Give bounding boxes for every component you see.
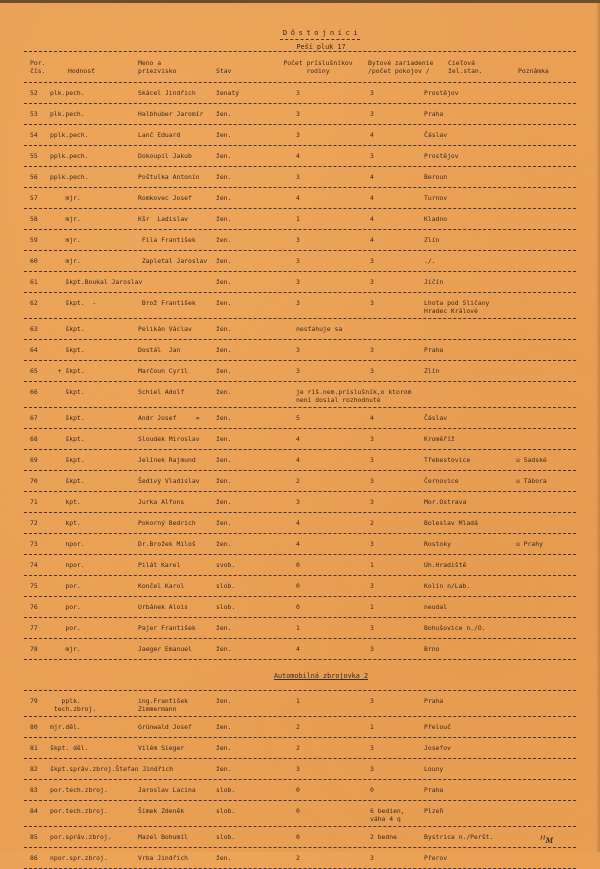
destination-station: Kolín n/Lab. (424, 582, 471, 590)
furniture-rooms: 3 (370, 540, 374, 548)
row-number: 86 (30, 854, 38, 862)
rank: por. (50, 603, 81, 611)
destination-station: Kladno (424, 215, 448, 223)
furniture-rooms: 3 (370, 498, 374, 506)
table-row (24, 124, 576, 145)
marital-status: žen. (216, 854, 232, 862)
table-row (24, 166, 576, 187)
row-number: 70 (30, 477, 38, 485)
row-number: 84 (30, 807, 38, 815)
note: u Prahy (516, 540, 543, 548)
family-count: 2 (296, 723, 300, 731)
destination-station: Louny (424, 765, 444, 773)
destination-station: Beroun (424, 173, 448, 181)
table-row (24, 271, 576, 292)
marital-status: žen. (216, 414, 232, 422)
full-name: Urbánek Alois (138, 603, 189, 611)
family-count: 2 (296, 477, 300, 485)
row-number: 73 (30, 540, 38, 548)
destination-station: Praha (424, 697, 444, 705)
row-number: 68 (30, 435, 38, 443)
table-row (24, 638, 576, 659)
marital-status: žen. (216, 498, 232, 506)
full-name: Romkovec Josef (138, 194, 192, 202)
table-row (24, 428, 576, 449)
furniture-rooms: 3 (370, 110, 374, 118)
family-count: 0 (296, 833, 300, 841)
furniture-rooms: 3 (370, 765, 374, 773)
destination-station: Přerov (424, 854, 448, 862)
rank: mjr. (50, 257, 81, 265)
marital-status: žen. (216, 456, 232, 464)
table-row (24, 690, 576, 716)
full-name: Pilát Karel (138, 561, 181, 569)
row-number: 58 (30, 215, 38, 223)
table-row (24, 596, 576, 617)
rank: kpt. (50, 498, 81, 506)
family-count: 5 (296, 414, 300, 422)
row-number: 55 (30, 152, 38, 160)
remark: je ríš.nem.príslušník,o ktorom není dosial rozhodnuté (296, 388, 412, 404)
rank: pplk.pech. (50, 131, 89, 139)
full-name: Lanč Eduard (138, 131, 181, 139)
row-number: 56 (30, 173, 38, 181)
furniture-rooms: 1 (370, 603, 374, 611)
furniture-rooms: 3 (370, 152, 374, 160)
rank: škpt. (50, 456, 85, 464)
table-end-rule-pluk (24, 659, 576, 660)
marital-status: žen. (216, 173, 232, 181)
rank: npor.spr.zbroj. (50, 854, 108, 862)
header-rank: Hodnosť (68, 67, 95, 75)
full-name: Pokorný Bedrich (138, 519, 196, 527)
row-number: 69 (30, 456, 38, 464)
marital-status: žen. (216, 697, 232, 705)
family-count: 3 (296, 257, 300, 265)
full-name: Jaeger Emanuel (138, 645, 192, 653)
marital-status: slob. (216, 807, 236, 815)
table-body-auto (24, 690, 576, 868)
full-name: Sloudek Miroslav (138, 435, 200, 443)
marital-status: žen. (216, 645, 232, 653)
note: u Sadské (516, 456, 547, 464)
full-name: Šimek Zdeněk (138, 807, 185, 815)
table-row (24, 470, 576, 491)
document-title: Dôstojníci (282, 28, 362, 37)
family-count: 3 (296, 367, 300, 375)
rank: plk.pech. (50, 110, 85, 118)
row-number: 79 (30, 697, 38, 705)
full-name: ing.František Zimmermann (138, 697, 189, 713)
destination-station: Praha (424, 346, 444, 354)
row-number: 81 (30, 744, 38, 752)
title-underline (280, 39, 360, 40)
scan-right-edge (596, 0, 600, 852)
row-number: 75 (30, 582, 38, 590)
family-count: 3 (296, 110, 300, 118)
full-name: Fila František (138, 236, 196, 244)
rank: npor. (50, 561, 85, 569)
furniture-rooms: 3 (370, 278, 374, 286)
furniture-rooms: 3 (370, 299, 374, 307)
family-count: 1 (296, 697, 300, 705)
marital-status: žen. (216, 765, 232, 773)
table-row (24, 716, 576, 737)
table-row (24, 554, 576, 575)
rank: pplk.pech. (50, 152, 89, 160)
marital-status: žen. (216, 236, 232, 244)
destination-station: Rostoky (424, 540, 451, 548)
marital-status: žen. (216, 131, 232, 139)
family-count: 2 (296, 744, 300, 752)
marital-status: žen. (216, 367, 232, 375)
section-title-pluk: Peší pluk 17 (296, 43, 346, 51)
full-name: Poštulka Antonín (138, 173, 200, 181)
full-name: Mazel Bohumil (138, 833, 189, 841)
rank: mjr. (50, 194, 81, 202)
family-count: 0 (296, 582, 300, 590)
family-count: 3 (296, 299, 300, 307)
table-row (24, 575, 576, 596)
remark: nesťahuje sa (296, 325, 343, 333)
scan-top-edge (0, 0, 600, 3)
family-count: 4 (296, 645, 300, 653)
header-flat: Bytové zariadenie /počet pokojov / (368, 59, 434, 75)
table-row (24, 533, 576, 554)
marital-status: žen. (216, 624, 232, 632)
destination-station: Čáslav (424, 131, 448, 139)
furniture-rooms: 3 (370, 346, 374, 354)
row-number: 66 (30, 388, 38, 396)
furniture-rooms: 0 (370, 786, 374, 794)
destination-station: Turnov (424, 194, 448, 202)
furniture-rooms: 3 (370, 89, 374, 97)
family-count: 3 (296, 173, 300, 181)
family-count: 3 (296, 346, 300, 354)
header-family: Počet príslušníkov rodiny (283, 59, 353, 75)
furniture-rooms: 3 (370, 257, 374, 265)
rank: por.tech.zbroj. (50, 807, 108, 815)
table-header (24, 52, 576, 82)
row-number: 53 (30, 110, 38, 118)
family-count: 4 (296, 456, 300, 464)
furniture-rooms: 3 (370, 645, 374, 653)
furniture-rooms: 4 (370, 215, 374, 223)
family-count: 4 (296, 540, 300, 548)
note: u Tábora (516, 477, 547, 485)
marital-status: žen. (216, 519, 232, 527)
rank: por. (50, 624, 81, 632)
rank: kpt. (50, 519, 81, 527)
full-name: Pelikán Václav (138, 325, 192, 333)
marital-status: žen. (216, 435, 232, 443)
document-page (24, 28, 576, 869)
furniture-rooms: 3 (370, 697, 374, 705)
family-count: 1 (296, 215, 300, 223)
rank: škpt. (50, 325, 85, 333)
header-stav: Stav (216, 67, 232, 75)
furniture-rooms: 3 (370, 435, 374, 443)
header-name: Meno a priezvisko (138, 59, 177, 75)
full-name: Dostál Jan (138, 346, 181, 354)
family-count: 3 (296, 131, 300, 139)
family-count: 3 (296, 89, 300, 97)
table-row (24, 512, 576, 533)
table-row (24, 187, 576, 208)
destination-station: Černovice (424, 477, 459, 485)
family-count: 3 (296, 765, 300, 773)
rank: škpt. (50, 414, 85, 422)
furniture-rooms: 3 (370, 477, 374, 485)
header-note: Poznámka (518, 67, 549, 75)
full-name: Brož František (138, 299, 196, 307)
handwritten-initials: ᵸᴍ (540, 835, 554, 846)
row-number: 54 (30, 131, 38, 139)
family-count: 3 (296, 498, 300, 506)
section-title-auto: Automobilná zbrojovka 2 (273, 672, 369, 680)
furniture-rooms: 3 (370, 367, 374, 375)
family-count: 0 (296, 603, 300, 611)
rank: škpt. (50, 435, 85, 443)
destination-station: Třebestovice (424, 456, 471, 464)
destination-station: Prostějov (424, 152, 459, 160)
full-name: Schiel Adolf (138, 388, 185, 396)
rank: pplk.pech. (50, 173, 89, 181)
table-row (24, 800, 576, 826)
family-count: 4 (296, 194, 300, 202)
marital-status: žen. (216, 325, 232, 333)
furniture-rooms: 3 (370, 744, 374, 752)
table-row (24, 339, 576, 360)
marital-status: žen. (216, 278, 232, 286)
table-row (24, 737, 576, 758)
marital-status: slob. (216, 603, 236, 611)
destination-station: Zlín (424, 236, 440, 244)
family-count: 1 (296, 624, 300, 632)
family-count: 4 (296, 519, 300, 527)
row-number: 57 (30, 194, 38, 202)
rank: mjr. (50, 215, 81, 223)
furniture-rooms: 4 (370, 131, 374, 139)
rank: škpt. (50, 346, 85, 354)
full-name: Vrba Jindřich (138, 854, 189, 862)
table-row (24, 449, 576, 470)
table-row (24, 208, 576, 229)
marital-status: žen. (216, 346, 232, 354)
destination-station: ./. (424, 257, 436, 265)
destination-station: Bystrica n./Peršt. (424, 833, 494, 841)
full-name: Dokoupil Jakub (138, 152, 192, 160)
family-count: 3 (296, 278, 300, 286)
furniture-rooms: 3 (370, 582, 374, 590)
row-number: 76 (30, 603, 38, 611)
rank: škpt.Boukal Jaroslav (50, 278, 143, 286)
marital-status: žen. (216, 257, 232, 265)
table-row (24, 491, 576, 512)
full-name: Pajer František (138, 624, 196, 632)
table-row (24, 318, 576, 339)
row-number: 77 (30, 624, 38, 632)
row-number: 74 (30, 561, 38, 569)
furniture-rooms: 2 (370, 519, 374, 527)
marital-status: slob. (216, 833, 236, 841)
rank: pplk. tech.zbroj. (53, 697, 97, 713)
destination-station: Přelouč (424, 723, 451, 731)
rank: + škpt. (50, 367, 85, 375)
furniture-rooms: 1 (370, 561, 374, 569)
table-row (24, 381, 576, 407)
row-number: 52 (30, 89, 38, 97)
destination-station: Čáslav (424, 414, 448, 422)
table-row (24, 103, 576, 124)
destination-station: Zlín (424, 367, 440, 375)
row-number: 63 (30, 325, 38, 333)
marital-status: žen. (216, 723, 232, 731)
furniture-rooms: 4 (370, 173, 374, 181)
rank: škpt.správ.zbroj.Štefan Jindřich (50, 765, 174, 773)
marital-status: slob. (216, 786, 236, 794)
full-name: Dr.Brožek Miloš (138, 540, 196, 548)
marital-status: svob. (216, 561, 236, 569)
full-name: Grünwald Josef (138, 723, 192, 731)
rank: por.tech.zbroj. (50, 786, 108, 794)
row-number: 85 (30, 833, 38, 841)
table-body-pluk (24, 82, 576, 659)
destination-station: neudal (424, 603, 448, 611)
destination-station: Bohušovice n./O. (424, 624, 486, 632)
rank: mjr.děl. (50, 723, 81, 731)
full-name: Jelínek Rajmund (138, 456, 196, 464)
destination-station: Plzeň (424, 807, 444, 815)
row-number: 72 (30, 519, 38, 527)
destination-station: Prostějov (424, 89, 459, 97)
family-count: 0 (296, 786, 300, 794)
full-name: Šedivý Vladislav (138, 477, 200, 485)
table-row (24, 758, 576, 779)
destination-station: Josefov (424, 744, 451, 752)
row-number: 82 (30, 765, 38, 773)
furniture-rooms: 6 bedien, váha 4 q (370, 807, 405, 823)
destination-station: Praha (424, 110, 444, 118)
row-number: 67 (30, 414, 38, 422)
table-row (24, 229, 576, 250)
row-number: 61 (30, 278, 38, 286)
rank: por. (50, 582, 81, 590)
table-row (24, 617, 576, 638)
family-count: 0 (296, 807, 300, 815)
rank: škpt. - (50, 299, 97, 307)
row-number: 64 (30, 346, 38, 354)
table-row (24, 826, 576, 847)
marital-status: žen. (216, 194, 232, 202)
destination-station: Brno (424, 645, 440, 653)
table-row (24, 145, 576, 166)
full-name: Jurka Alfons (138, 498, 185, 506)
marital-status: žen. (216, 744, 232, 752)
destination-station: Uh.Hradiště (424, 561, 467, 569)
table-row (24, 360, 576, 381)
rank: plk.pech. (50, 89, 85, 97)
furniture-rooms: 3 (370, 456, 374, 464)
marital-status: žen. (216, 540, 232, 548)
furniture-rooms: 4 (370, 414, 374, 422)
destination-station: Boleslav Mladá (424, 519, 478, 527)
rank: škpt. (50, 388, 85, 396)
family-count: 0 (296, 561, 300, 569)
row-number: 62 (30, 299, 38, 307)
destination-station: Praha (424, 786, 444, 794)
furniture-rooms: 1 (370, 723, 374, 731)
full-name: Jaroslav Lacina (138, 786, 196, 794)
rank: mjr. (50, 645, 81, 653)
table-row (24, 407, 576, 428)
full-name: Zapletal Jaroslav (138, 257, 208, 265)
full-name: Vilém Sieger (138, 744, 185, 752)
furniture-rooms: 2 bedne (370, 833, 397, 841)
table-row (24, 250, 576, 271)
marital-status: žen. (216, 152, 232, 160)
rank: npor. (50, 540, 85, 548)
destination-station: Mor.Ostrava (424, 498, 467, 506)
row-number: 83 (30, 786, 38, 794)
marital-status: ženatý (216, 89, 240, 97)
marital-status: žen. (216, 110, 232, 118)
header-num: Por. čís. (30, 59, 46, 75)
header-destination: Cieľová žel.stan. (448, 59, 483, 75)
full-name: Marčoun Cyril (138, 367, 189, 375)
row-number: 78 (30, 645, 38, 653)
table-row (24, 292, 576, 318)
family-count: 3 (296, 236, 300, 244)
rank: škpt. děl. (50, 744, 89, 752)
marital-status: žen. (216, 299, 232, 307)
row-number: 65 (30, 367, 38, 375)
full-name: Skácel Jindřich (138, 89, 196, 97)
row-number: 60 (30, 257, 38, 265)
family-count: 2 (296, 854, 300, 862)
table-row (24, 779, 576, 800)
marital-status: slob. (216, 582, 236, 590)
furniture-rooms: 4 (370, 236, 374, 244)
table-row (24, 82, 576, 103)
rank: por.správ.zbroj. (50, 833, 112, 841)
row-number: 71 (30, 498, 38, 506)
destination-station: Jičín (424, 278, 444, 286)
marital-status: žen. (216, 388, 232, 396)
table-row (24, 847, 576, 868)
row-number: 80 (30, 723, 38, 731)
furniture-rooms: 4 (370, 194, 374, 202)
rank: škpt. (50, 477, 85, 485)
rank: mjr. (50, 236, 81, 244)
full-name: Kšr Ladislav (138, 215, 189, 223)
furniture-rooms: 3 (370, 624, 374, 632)
family-count: 4 (296, 435, 300, 443)
full-name: Končel Karol (138, 582, 185, 590)
full-name: Andr Josef = (138, 414, 200, 422)
destination-station: Kroměříž (424, 435, 455, 443)
family-count: 4 (296, 152, 300, 160)
full-name: Halbhuber Jaromír (138, 110, 204, 118)
destination-station: Lhota pod Sličany Hradec Králové (424, 299, 490, 315)
furniture-rooms: 3 (370, 854, 374, 862)
row-number: 59 (30, 236, 38, 244)
marital-status: žen. (216, 477, 232, 485)
marital-status: žen. (216, 215, 232, 223)
